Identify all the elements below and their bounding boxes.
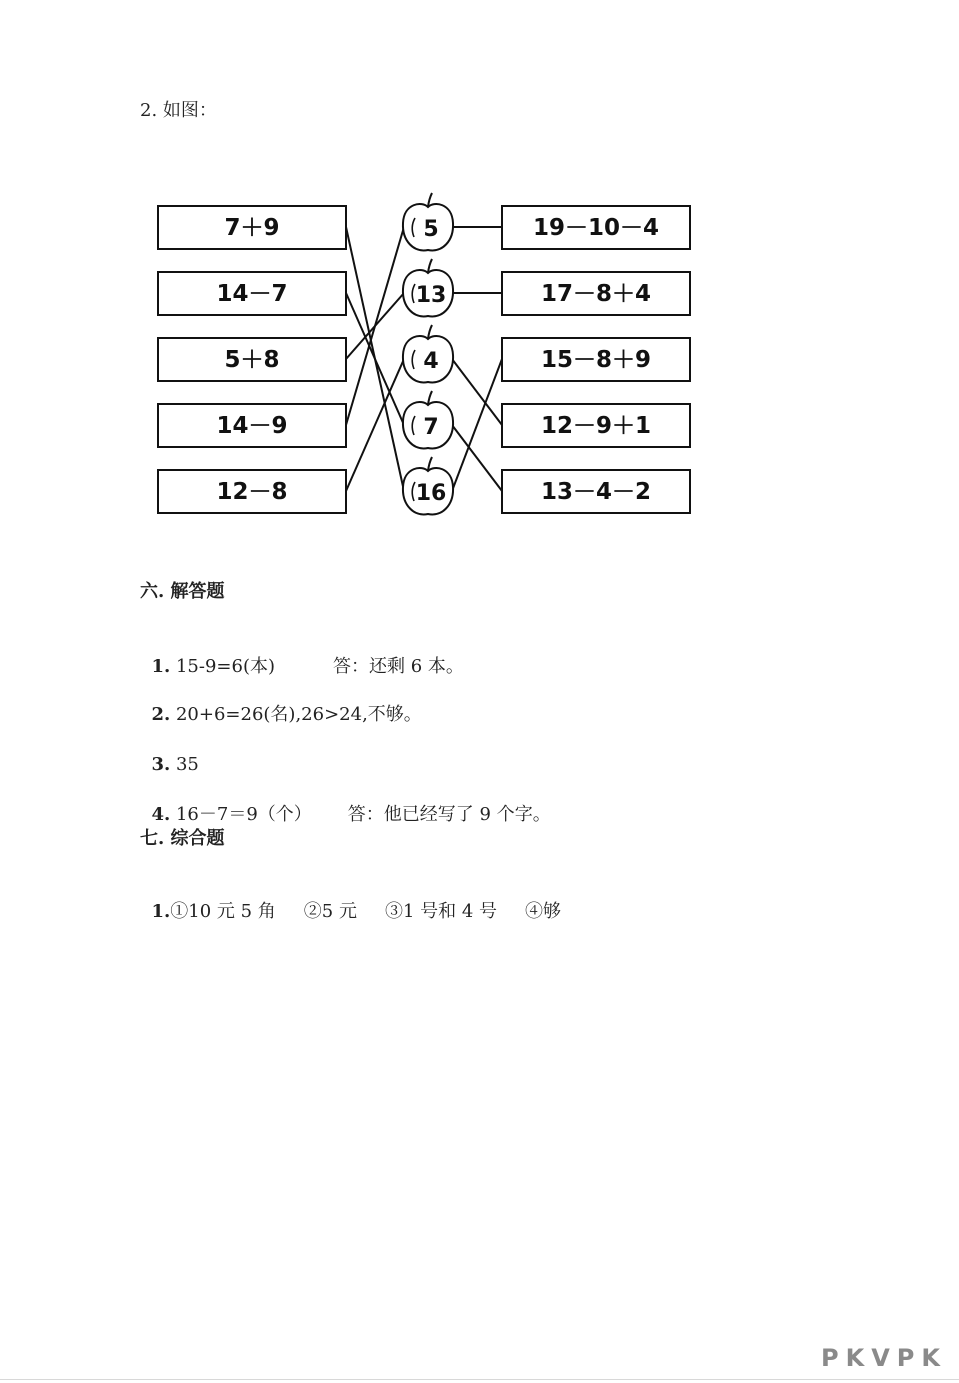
answer-item-3	[140, 729, 199, 777]
item-number: 1.	[151, 656, 171, 677]
item-number: 4.	[151, 804, 171, 825]
item-answer: 答：他已经写了 9 个字。	[347, 804, 551, 825]
expression-label: 19－10－4	[532, 215, 660, 241]
connector-line	[346, 227, 404, 425]
connector-line	[452, 425, 502, 491]
expression-label: 13－4－2	[540, 479, 652, 505]
expression-label: 15－8＋9	[540, 347, 652, 373]
expression-label: 14－7	[216, 281, 288, 307]
expression-label: 5＋8	[224, 347, 280, 373]
apple-number: 16	[415, 481, 447, 506]
item-answer: 答：还剩 6 本。	[333, 656, 464, 677]
section6-title: 六. 解答题	[140, 581, 225, 602]
item-text: 20+6=26(名),26>24,不够。	[175, 704, 422, 725]
item-text: 35	[175, 754, 199, 775]
composite-part: ①10 元 5 角	[170, 901, 276, 922]
matching-diagram	[150, 185, 710, 535]
answer-item-4	[140, 779, 551, 827]
apple-number: 13	[415, 283, 447, 308]
watermark-logo: PKVPK	[821, 1344, 947, 1372]
item-text: 16－7＝9（个）	[175, 804, 312, 825]
item-number: 2.	[151, 704, 171, 725]
answer-item-2	[140, 679, 422, 727]
expression-label: 17－8＋4	[540, 281, 652, 307]
q2-label: 2. 如图：	[140, 100, 217, 121]
item-text: 15-9=6(本)	[175, 656, 276, 677]
expression-label: 12－9＋1	[540, 413, 652, 439]
connector-line	[346, 359, 404, 491]
apple-number: 4	[423, 349, 439, 374]
composite-part: ③1 号和 4 号	[384, 901, 498, 922]
answer-item-1	[140, 631, 464, 679]
bottom-rule	[0, 1379, 959, 1380]
apple-number: 7	[423, 415, 439, 440]
composite-item-1	[140, 876, 561, 924]
section7-title: 七. 综合题	[140, 828, 225, 849]
connector-line	[452, 359, 502, 491]
composite-part: ④够	[525, 901, 562, 922]
connector-line	[452, 359, 502, 425]
expression-label: 7＋9	[224, 215, 280, 241]
connector-line	[346, 293, 404, 425]
item-number: 3.	[151, 754, 171, 775]
expression-label: 14－9	[216, 413, 288, 439]
item-number: 1.	[151, 901, 171, 922]
apple-number: 5	[423, 217, 439, 242]
composite-part: ②5 元	[303, 901, 357, 922]
expression-label: 12－8	[216, 479, 288, 505]
